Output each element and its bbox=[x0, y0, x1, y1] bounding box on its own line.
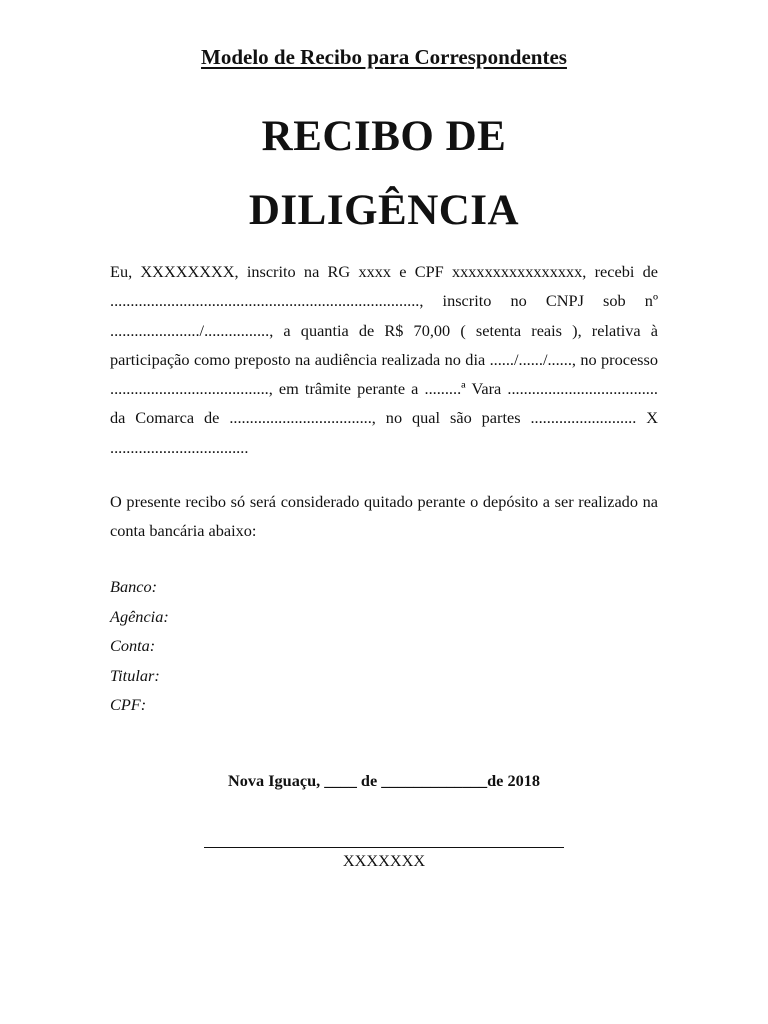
agency-label: Agência: bbox=[110, 606, 169, 626]
signatory-name: XXXXXXX bbox=[342, 851, 426, 870]
receipt-title-line-2: DILIGÊNCIA bbox=[248, 187, 520, 234]
account-label: Conta: bbox=[110, 636, 156, 655]
receipt-statement-paragraph: Eu, XXXXXXXX, inscrito na RG xxxx e CPF xxxxxxxxxxxxxxxx, recebi de ............................................................................, inscrito no CNPJ sob nº ....................../................, a quantia de R$ 70,00 ( setenta reais ), relativa à participação como preposto na audiência realizada no dia ....../....../......, no processo ......................................., em trâmite perante a .........ª Vara ..................................... da Comarca de ..................................., no qual são partes .......................... X .................................. bbox=[110, 262, 658, 457]
holder-label: Titular: bbox=[110, 665, 160, 685]
document-subtitle: Modelo de Recibo para Correspondentes bbox=[201, 45, 567, 69]
receipt-title-line-1: RECIBO DE bbox=[261, 113, 507, 160]
signature-line bbox=[204, 847, 564, 848]
payment-condition-paragraph: O presente recibo só será considerado quitado perante o depósito a ser realizado na conta bancária abaixo: bbox=[110, 492, 658, 541]
place-and-date: Nova Iguaçu, ____ de _____________de 2018 bbox=[227, 771, 541, 790]
bank-details bbox=[110, 572, 169, 720]
cpf-label: CPF: bbox=[110, 695, 147, 714]
bank-label: Banco: bbox=[110, 577, 158, 596]
